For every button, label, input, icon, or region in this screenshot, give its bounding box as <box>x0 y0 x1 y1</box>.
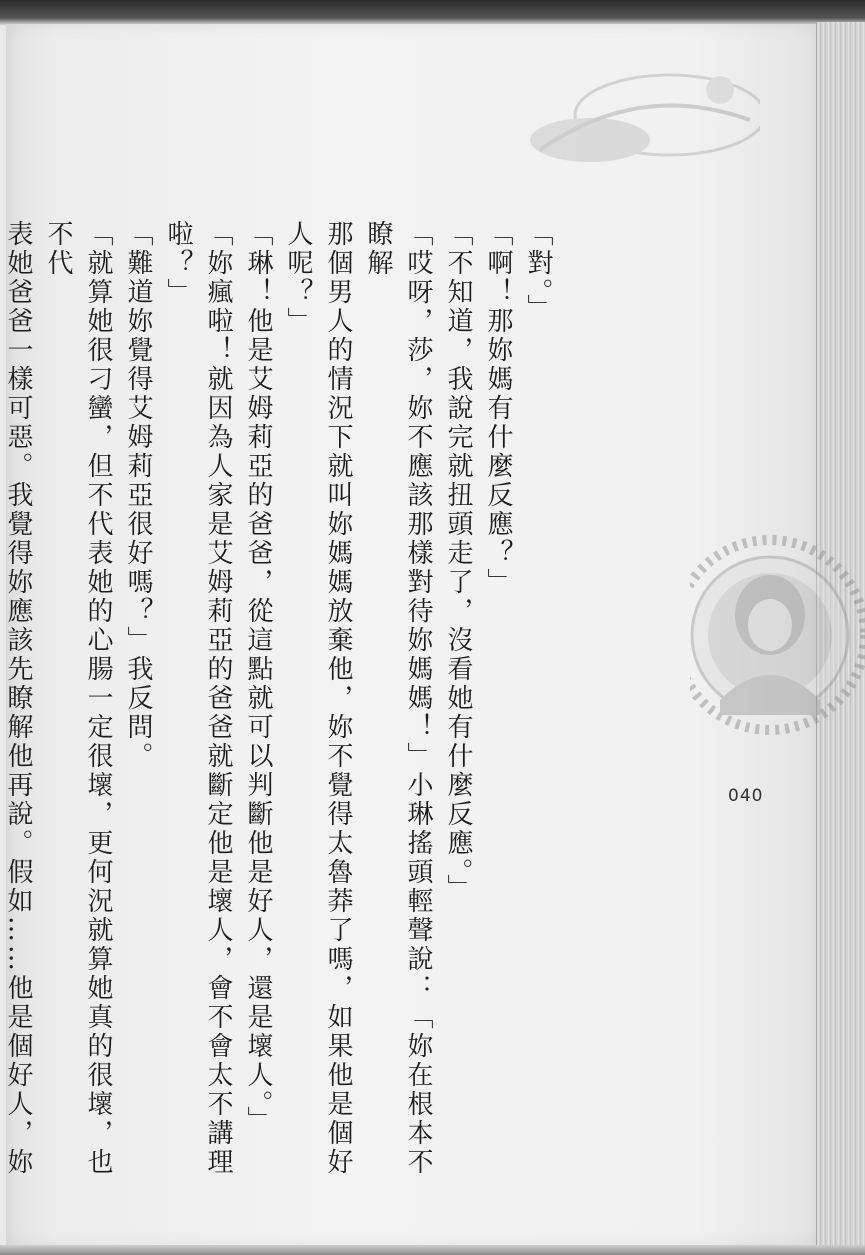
text-line: 表她爸爸一樣可惡。我覺得妳應該先瞭解他再說。假如……他是個好人，妳 <box>3 220 33 1177</box>
text-line: 「就算她很刁蠻，但不代表她的心腸一定很壞，更何況就算她真的很壞，也不代 <box>43 220 113 1177</box>
page-number: 040 <box>728 786 764 806</box>
vertical-text-column <box>3 220 558 1180</box>
text-line: 「琳！他是艾姆莉亞的爸爸，從這點就可以判斷他是好人，還是壞人。」 <box>243 220 273 1135</box>
text-line: 「啊！那妳媽有什麼反應？」 <box>483 220 513 597</box>
text-line: 「對。」 <box>523 220 553 323</box>
text-line: 「哎呀，莎，妳不應該那樣對待妳媽媽！」小琳搖頭輕聲說：「妳在根本不瞭解 <box>363 220 433 1177</box>
text-line: 「妳瘋啦！就因為人家是艾姆莉亞的爸爸就斷定他是壞人，會不會太不講理 <box>203 220 233 1177</box>
bottom-edge <box>0 1245 865 1255</box>
lace-frame-illustration <box>690 500 865 770</box>
watermark-logo <box>520 60 760 180</box>
text-line: 「難道妳覺得艾姆莉亞很好嗎？」我反問。 <box>123 220 153 771</box>
text-line: 啦？」 <box>163 220 193 307</box>
text-line: 「不知道，我說完就扭頭走了，沒看她有什麼反應。」 <box>443 220 473 903</box>
text-line: 那個男人的情況下就叫妳媽媽放棄他，妳不覺得太魯莽了嗎，如果他是個好人呢？」 <box>283 220 353 1177</box>
